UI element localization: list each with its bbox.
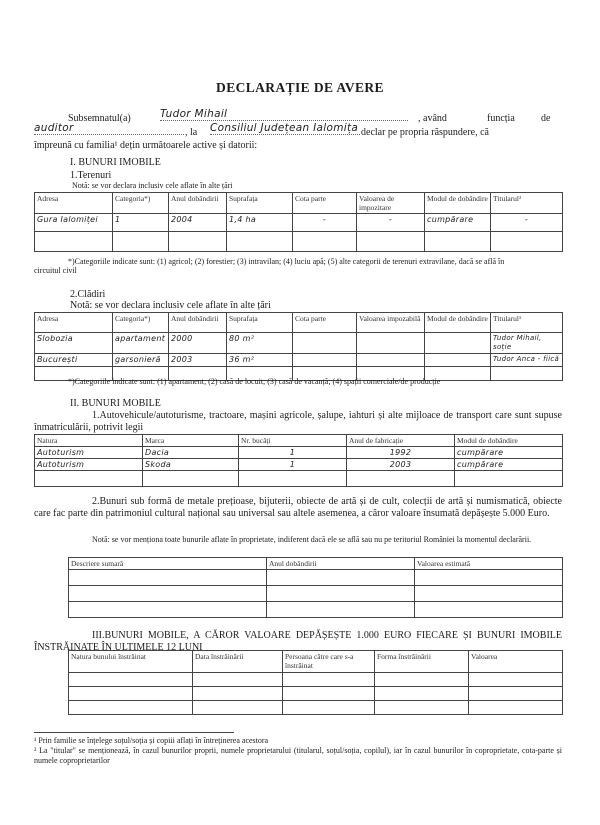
col-suprafata: Suprafața [227,193,293,214]
table-row [69,586,563,602]
cladiri-note: Notă: se vor declara inclusiv cele aflate în alte țări [70,300,271,311]
table-row: Autoturism Dacia 1 1992 cumpărare [35,447,563,459]
footnote-1: ¹ Prin familie se înțelege soțul/soția și copiii aflați în întreținerea acestora [34,736,269,745]
col-cota: Cota parte [293,193,357,214]
table-row: Slobozia apartament 2000 80 m² Tudor Mihail, soție [35,333,563,354]
col-modul: Modul de dobândire [425,193,491,214]
terenuri-note: Notă: se vor declara inclusiv cele aflate în alte țări [72,181,233,190]
bunuri-metale-table: Descriere sumară Anul dobândirii Valoarea estimată [68,557,563,618]
col-categoria: Categoria*) [113,193,169,214]
intro-de: de [541,113,551,124]
section-i-heading: I. BUNURI IMOBILE [70,157,161,168]
intro-avand: , având [418,113,447,124]
document-title: DECLARAȚIE DE AVERE [216,80,384,95]
table-row [69,602,563,618]
table-row: Autoturism Skoda 1 2003 cumpărare [35,459,563,471]
intro-line3: împreună cu familia¹ dețin următoarele active și datorii: [34,140,258,151]
table-row [35,471,563,487]
table-row [35,232,563,252]
terenuri-heading: 1.Terenuri [70,170,112,181]
bunuri-metale-heading: 2.Bunuri sub formă de metale prețioase, bijuterii, obiecte de artă și de cult, colecții de artă și numismatică, obiecte care fac parte din patrimoniul cultural național sau universal sau altele asemenea, a căror valoare însumată depășește 5.000 Euro. [34,496,562,519]
table-row [69,701,563,715]
terenuri-table [34,192,563,252]
terenuri-footnote-1: *)Categoriile indicate sunt: (1) agricol; (2) forestier; (3) intravilan; (4) luciu apă; (5) alte categorii de terenuri extravilane, dacă se află în [68,257,505,266]
table-row [69,687,563,701]
table-row: București garsonieră 2003 36 m² Tudor Anca - fiică [35,354,563,367]
autovehicule-heading: 1.Autovehicule/autoturisme, tractoare, mașini agricole, șalupe, iahturi și alte mijloace de transport care sunt supuse înmatriculării, potrivit legii [34,410,562,433]
table-row [69,673,563,687]
cladiri-table: Adresa Categoria*) Anul dobândirii Suprafața Cota parte Valoarea impozabilă Modul de dobândire Titularul¹ Slobozia apartament 2000 80 m² Tudor Mihail, soție București garsonieră 2003 36 m² Tudor Anca - fiică [34,312,563,381]
col-titular: Titularul² [491,193,563,214]
signer-function: auditor [34,122,184,135]
section-iii-heading: III.BUNURI MOBILE, A CĂROR VALOARE DEPĂȘEȘTE 1.000 EURO FIECARE ȘI BUNURI IMOBILE ÎNSTRĂINATE ÎN ULTIMELE 12 LUNI [34,630,562,653]
signer-institution: Consiliul Județean Ialomița [210,122,359,134]
instrainate-table: Natura bunului înstrăinat Data înstrăinării Persoana către care s-a înstrăinat Forma înstrăinării Valoarea [68,650,563,715]
cladiri-heading: 2.Clădiri [70,289,106,300]
bunuri-metale-note: Notă: se vor menționa toate bunurile aflate în proprietate, indiferent dacă ele se află sau nu pe teritoriul României la momentul declarării. [92,535,532,544]
intro-declar: declar pe propria răspundere, că [361,127,489,138]
cladiri-footnote: *)Categoriile indicate sunt: (1) apartament; (2) casă de locuit; (3) casă de vacanță; (4) spații comerciale/de producție [68,377,441,386]
col-anul: Anul dobândirii [169,193,227,214]
intro-subsemnatul: Subsemnatul(a) [68,113,131,124]
section-ii-heading: II. BUNURI MOBILE [70,398,161,409]
col-valoarea: Valoarea de impozitare [357,193,425,214]
autovehicule-table: Natura Marca Nr. bucăți Anul de fabricație Modul de dobândire Autoturism Dacia 1 1992 cumpărare Autoturism Skoda 1 2003 cumpărare [34,434,563,487]
intro-la: , la [185,127,198,138]
table-row: Gura Ialomiței 1 2004 1,4 ha - - cumpărare - [35,214,563,232]
intro-functia: funcția [487,113,515,124]
table-row [69,570,563,586]
terenuri-footnote-2: circuitul civil [34,266,77,275]
footnote-2: ² La "titular" se menționează, în cazul bunurilor proprii, numele proprietarului (titularul, soțul/soția, copilul), iar în cazul bunurilor în coproprietate, cota-parte și numele coproprietarilor [34,746,562,765]
footnote-divider [34,732,234,733]
col-adresa: Adresa [35,193,113,214]
signer-name: Tudor Mihail [160,108,408,121]
